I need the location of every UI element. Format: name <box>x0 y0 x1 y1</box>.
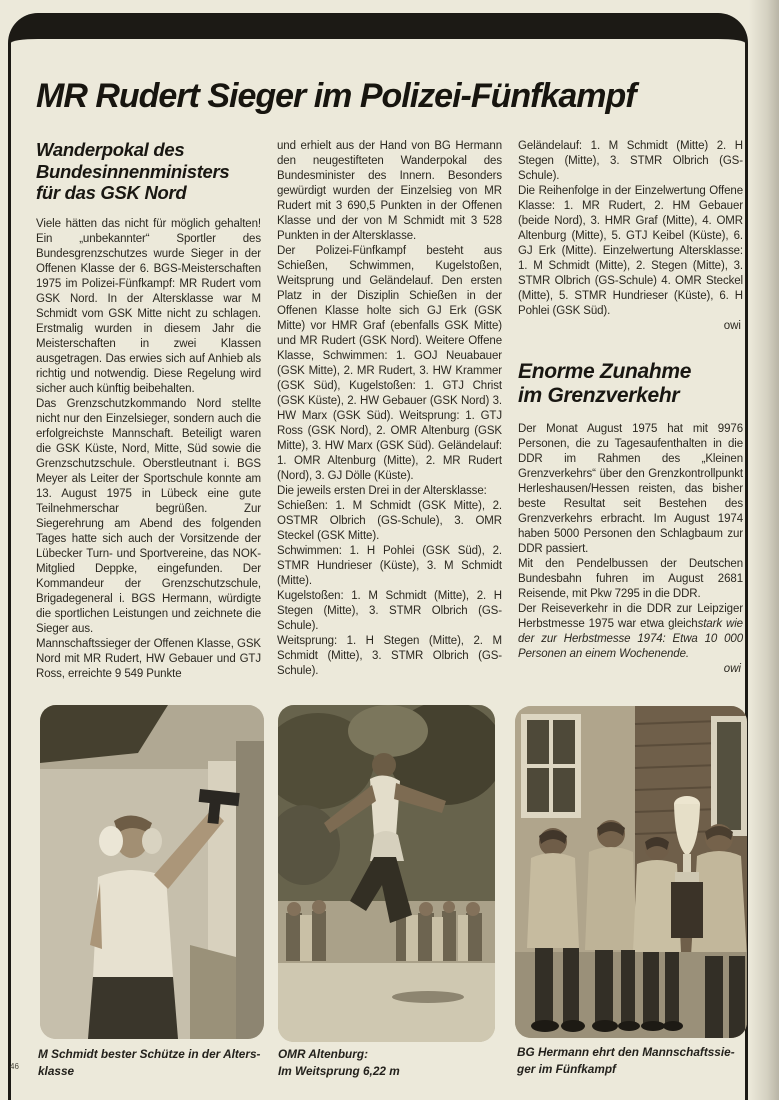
page-number: 46 <box>10 1062 19 1071</box>
paragraph: Die Reihenfolge in der Einzelwertung Offene Klasse: 1. MR Rudert, 2. HM Gebauer (beide Nord), 3. HMR Graf (Mitte), 4. OMR Altenburg (Mitte), 5. GTJ Keibel (Küste), 6. GJ Erk (Mitte). Einzelwertung Altersklasse: 1. M Schmidt (Mitte), 2. Stegen (Mitte), 3. STMR Olbrich (GS-Schule) 4. OMR Steckel (Mitte), 5. STMR Hundrieser (Küste), 6. H Pohlei (GSK Süd). <box>518 185 743 317</box>
paragraph: Die jeweils ersten Drei in der Altersklasse: <box>277 485 487 497</box>
subheading-line: für das GSK Nord <box>36 182 187 203</box>
author-initials: owi <box>723 663 741 675</box>
page-edge-shadow <box>749 0 779 1100</box>
paragraph: Schwimmen: 1. H Pohlei (GSK Süd), 2. STMR Hundrieser (Küste), 3. M Schmidt (Mitte). <box>277 545 502 587</box>
photo-caption <box>278 1046 400 1080</box>
photo-caption <box>517 1044 735 1078</box>
caption-line: OMR Altenburg: <box>278 1047 368 1061</box>
paragraph: und erhielt aus der Hand von BG Hermann den neugestifteten Wanderpokal des Bundesminister des Innern. Besonders gewürdigt wurden der Einzelsieg von MR Rudert mit 3 690,5 Punkten in der Offenen Klasse und der von M Schmidt mit 3 528 Punkten in der Altersklasse. <box>277 140 502 242</box>
article-subheading <box>36 139 261 204</box>
paragraph: Mannschaftssieger der Offenen Klasse, GSK Nord mit MR Rudert, HW Gebauer und GTJ Ross, erreichte 9 549 Punkte <box>36 637 261 680</box>
long-jump-image <box>278 705 495 1042</box>
heading-line: Enorme Zunahme <box>518 360 692 383</box>
paragraph: Weitsprung: 1. H Stegen (Mitte), 2. M Schmidt (Mitte), 3. STMR Olbrich (GS-Schule). <box>277 635 502 677</box>
column-3 <box>518 139 743 677</box>
caption-line: BG Hermann ehrt den Mannschaftssie- <box>517 1045 735 1059</box>
article-headline: MR Rudert Sieger im Polizei-Fünfkampf <box>36 77 636 115</box>
paragraph: Geländelauf: 1. M Schmidt (Mitte) 2. H Stegen (Mitte), 3. STMR Olbrich (GS-Schule). <box>518 140 743 182</box>
caption-line: M Schmidt bester Schütze in der Alters- <box>38 1047 261 1061</box>
paragraph <box>518 602 743 662</box>
long-jump-photo <box>278 705 495 1042</box>
article-body <box>36 139 743 682</box>
paragraph: Kugelstoßen: 1. M Schmidt (Mitte), 2. H Stegen (Mitte), 3. STMR Olbrich (GS-Schule). <box>277 590 502 632</box>
trophy-ceremony-photo <box>515 706 747 1038</box>
caption-line: klasse <box>38 1064 75 1078</box>
trophy-ceremony-image <box>515 706 747 1038</box>
paragraph: Schießen: 1. M Schmidt (GSK Mitte), 2. OSTMR Olbrich (GS-Schule), 3. OMR Steckel (GSK Mitte). <box>277 500 502 542</box>
paragraph-italic-part: stark wie der zur Herbstmesse 1974: Etwa 10 000 Personen an einem Wochenende. <box>518 618 743 660</box>
paragraph: Der Polizei-Fünfkampf besteht aus Schießen, Schwimmen, Kugelstoßen, Weitsprung und Geländelauf. Den ersten Platz in der Disziplin Schießen in der Offenen Klasse holte sich GJ Erk (GSK Mitte) vor HMR Graf (ebenfalls GSK Mitte) und MR Rudert (GSK Nord). Weitere Offene Klasse, Schwimmen: 1. GOJ Neuabauer (GSK Mitte), 2. MR Rudert, 3. HW Krammer (GSK Süd), Kugelstoßen: 1. GTJ Christ (GSK Küste), 2. HW Gebauer (GSK Nord) 3. HW Marx (GSK Süd). Weitsprung: 1. GTJ Ross (GSK Nord), 2. OMR Altenburg (GSK Mitte), 3. HW Marx (GSK Süd). Geländelauf: 1. OMR Altenburg (Mitte), 2. MR Rudert (Nord), 3. GJ Dölle (Küste). <box>277 245 502 482</box>
article2-heading <box>518 360 743 408</box>
subheading-line: Bundesinnenministers <box>36 160 230 182</box>
photo-caption <box>38 1046 260 1080</box>
paragraph-normal-part: Der Reiseverkehr in die DDR zur Leipziger Herbstmesse 1975 war etwa gleich <box>518 603 743 630</box>
caption-line: ger im Fünfkampf <box>517 1062 616 1076</box>
pistol-shooter-photo <box>40 705 264 1039</box>
heading-line: im Grenzverkehr <box>518 384 680 407</box>
paragraph: Das Grenzschutzkommando Nord stellte nicht nur den Einzelsieger, sondern auch die erfolgreichste Mannschaft. Beteiligt waren die GSK Küste, Nord, Mitte, Süd sowie die Grenzschutzschule. Oberstleutnant i. BGS Meyer als Leiter der Sportschule konnte am 13. August 1975 in Lübeck eine gute Teilnehmerschar begrüßen. Zur Siegerehrung am Abend des folgenden Tages hatte sich auch der Vorsitzende der Lübecker Turn- und Sportvereine, das NOK-Mitglied Deppke, eingefunden. Der Kommandeur der Grenzschutzschule, Brigadegeneral i. BGS Hermann, würdigte die sportlichen Leistungen und zeichnete die Sieger aus. <box>36 397 261 635</box>
subheading-line: Wanderpokal des <box>36 139 185 160</box>
column-1 <box>36 139 261 682</box>
author-initials: owi <box>723 320 741 332</box>
column-2 <box>277 139 502 679</box>
pistol-shooter-image <box>40 705 264 1039</box>
paragraph: Mit den Pendelbussen der Deutschen Bundesbahn fuhren im August 2681 Reisende, mit Pkw 7295 in die DDR. <box>518 558 743 600</box>
paragraph: Der Monat August 1975 hat mit 9976 Personen, die zu Tagesaufenthalten in die DDR im Rahmen des „Kleinen Grenzverkehrs“ über den Grenzkontrollpunkt Herleshausen/Hessen reisten, das bisher beste Resultat seit Bestehen des Grenzverkehrs erbracht. Im August 1974 haben 5000 Personen den Schlagbaum zur DDR passiert. <box>518 423 743 555</box>
caption-line: Im Weitsprung 6,22 m <box>278 1064 400 1078</box>
paragraph: Viele hätten das nicht für möglich gehalten! Ein „unbekannter“ Sportler des Bundesgrenzschutzes wurde Sieger in der Offenen Klasse der 6. BGS-Meisterschaften 1975 im Polizei-Fünfkampf: MR Rudert vom GSK Nord. In der Altersklasse war M Schmidt vom GSK Mitte nicht zu schlagen. Erstmalig wurden in diesem Jahr die Meisterschaften in zwei Klassen ausgetragen. Das erwies sich auf Anhieb als richtig und notwendig. Diese Regelung wird sicher auch künftig beibehalten. <box>36 217 261 395</box>
